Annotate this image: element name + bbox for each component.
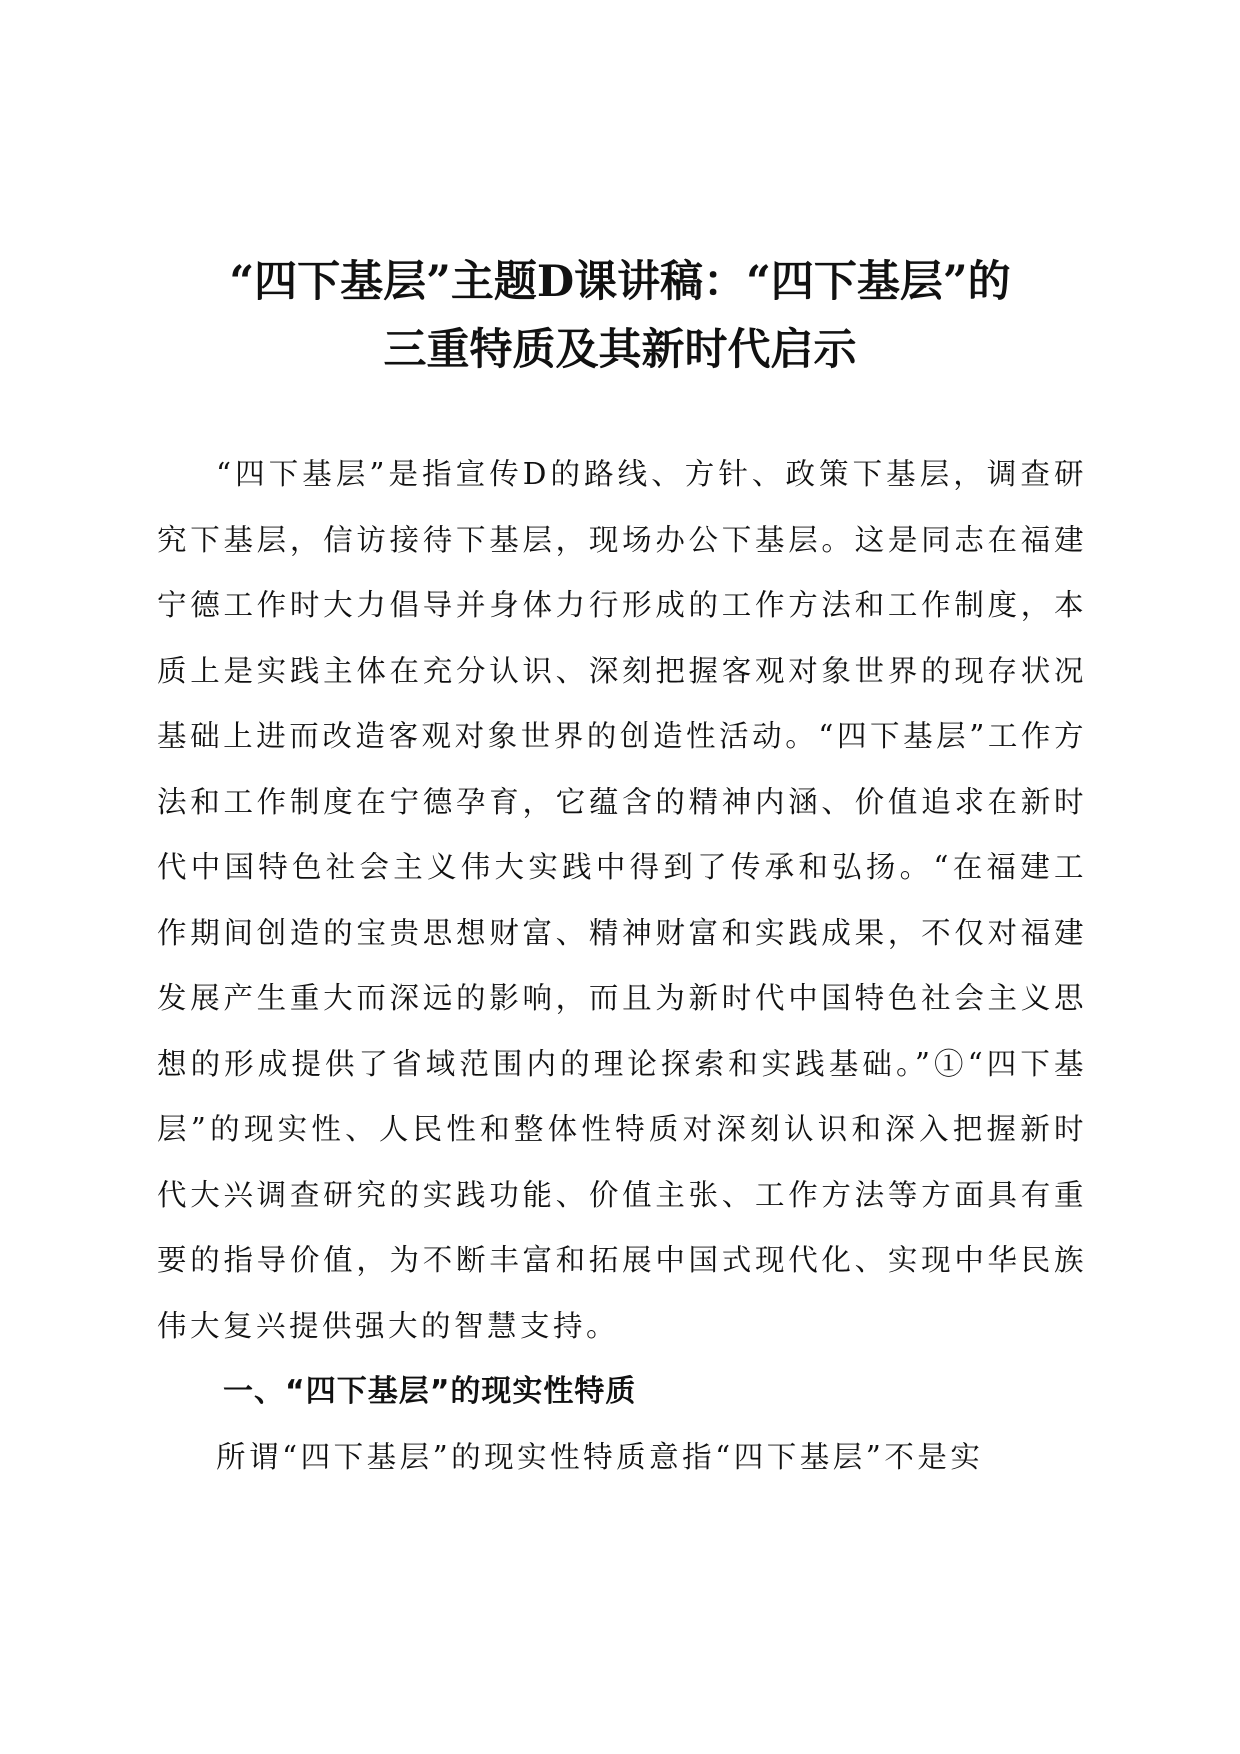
intro-paragraph: “四下基层”是指宣传D的路线、方针、政策下基层，调查研究下基层，信访接待下基层，现场办公下基层。这是同志在福建宁德工作时大力倡导并身体力行形成的工作方法和工作制度，本质上是实践主体在充分认识、深刻把握客观对象世界的现存状况基础上进而改造客观对象世界的创造性活动。“四下基层”工作方法和工作制度在宁德孕育，它蕴含的精神内涵、价值追求在新时代中国特色社会主义伟大实践中得到了传承和弘扬。“在福建工作期间创造的宝贵思想财富、精神财富和实践成果，不仅对福建发展产生重大而深远的影响，而且为新时代中国特色社会主义思想的形成提供了省域范围内的理论探索和实践基础。”①“四下基层”的现实性、人民性和整体性特质对深刻认识和深入把握新时代大兴调查研究的实践功能、价值主张、工作方法等方面具有重要的指导价值，为不断丰富和拓展中国式现代化、实现中华民族伟大复兴提供强大的智慧支持。 — [157, 457, 1087, 1343]
document-body — [157, 442, 1087, 1491]
section-1-paragraph: 所谓“四下基层”的现实性特质意指“四下基层”不是实 — [216, 1440, 984, 1474]
section-heading-1: 一、“四下基层”的现实性特质 — [223, 1374, 637, 1409]
title-line-2: 三重特质及其新时代启示 — [383, 325, 857, 375]
document-title — [150, 248, 1090, 384]
title-line-1: “四下基层”主题D课讲稿：“四下基层”的 — [229, 257, 1011, 307]
